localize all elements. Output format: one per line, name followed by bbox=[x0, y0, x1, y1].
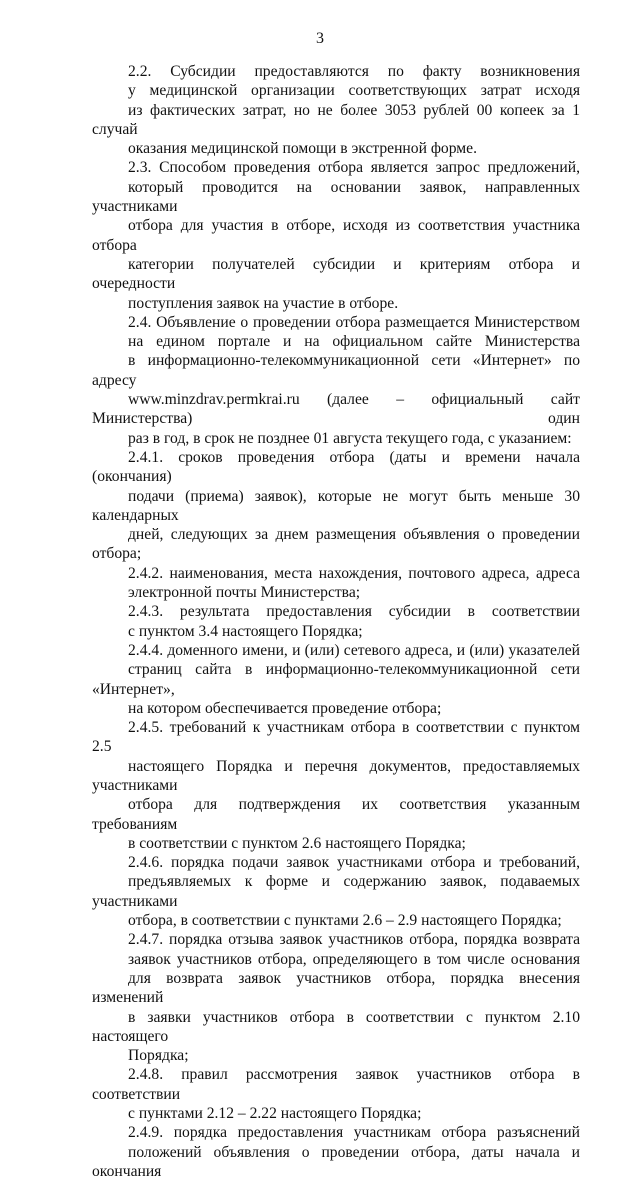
paragraph bbox=[92, 62, 580, 158]
text-line: страниц сайта в информационно-телекоммуникационной сети «Интернет», bbox=[92, 661, 580, 698]
text-line: 2.4.8. правил рассмотрения заявок участников отбора в соответствии bbox=[92, 1066, 580, 1103]
text-line: в соответствии с пунктом 2.6 настоящего Порядка; bbox=[128, 834, 466, 852]
text-line: 2.3. Способом проведения отбора является запрос предложений, bbox=[128, 159, 580, 177]
text-line: 2.4.3. результата предоставления субсидии в соответствии bbox=[128, 603, 580, 621]
text-line: предъявляемых к форме и содержанию заявок, подаваемых участниками bbox=[92, 873, 580, 910]
document-body bbox=[92, 62, 580, 1181]
text-line: 2.4.9. порядка предоставления участникам отбора разъяснений bbox=[128, 1124, 580, 1142]
text-line: подачи (приема) заявок), которые не могут быть меньше 30 календарных bbox=[92, 487, 580, 524]
text-line: на котором обеспечивается проведение отбора; bbox=[128, 699, 442, 717]
paragraph bbox=[92, 930, 580, 1065]
text-line: отбора для подтверждения их соответствия указанным требованиям bbox=[92, 796, 580, 833]
paragraph bbox=[92, 158, 580, 312]
text-line: 2.4.1. сроков проведения отбора (даты и времени начала (окончания) bbox=[92, 448, 580, 486]
text-line: у медицинской организации соответствующих затрат исходя bbox=[128, 82, 580, 100]
text-line: 2.4.2. наименования, места нахождения, почтового адреса, адреса bbox=[128, 564, 580, 582]
paragraph bbox=[92, 853, 580, 930]
text-line: положений объявления о проведении отбора, даты начала и окончания bbox=[92, 1143, 580, 1180]
paragraph bbox=[92, 564, 580, 603]
page-number: 3 bbox=[316, 30, 324, 47]
text-line: настоящего Порядка и перечня документов, предоставляемых участниками bbox=[92, 757, 580, 794]
text-line: для возврата заявок участников отбора, порядка внесения изменений bbox=[92, 969, 580, 1007]
paragraph bbox=[92, 313, 580, 448]
text-line: в заявки участников отбора в соответствии с пунктом 2.10 настоящего bbox=[92, 1008, 580, 1045]
text-line: из фактических затрат, но не более 3053 рублей 00 копеек за 1 случай bbox=[92, 101, 580, 138]
paragraph bbox=[92, 641, 580, 718]
text-line: www.minzdrav.permkrai.ru (далее – официальный сайт Министерства) один bbox=[92, 391, 580, 428]
text-line: 2.4.7. порядка отзыва заявок участников отбора, порядка возврата bbox=[128, 931, 580, 949]
text-line: отбора, в соответствии с пунктами 2.6 – 2.9 настоящего Порядка; bbox=[128, 912, 562, 930]
text-line: 2.4. Объявление о проведении отбора размещается Министерством bbox=[128, 313, 580, 331]
text-line: дней, следующих за днем размещения объявления о проведении отбора; bbox=[92, 526, 580, 563]
text-line: с пунктом 3.4 настоящего Порядка; bbox=[128, 622, 363, 640]
text-line: с пунктами 2.12 – 2.22 настоящего Порядка; bbox=[128, 1105, 422, 1123]
paragraph bbox=[92, 448, 580, 564]
paragraph bbox=[92, 1123, 580, 1181]
text-line: раз в год, в срок не позднее 01 августа текущего года, с указанием: bbox=[128, 429, 572, 447]
text-line: 2.4.6. порядка подачи заявок участниками отбора и требований, bbox=[128, 854, 580, 872]
text-line: на едином портале и на официальном сайте Министерства bbox=[128, 333, 580, 351]
paragraph bbox=[92, 602, 580, 641]
text-line: оказания медицинской помощи в экстренной форме. bbox=[128, 140, 477, 158]
paragraph bbox=[92, 1065, 580, 1123]
text-line: Порядка; bbox=[128, 1047, 189, 1065]
text-line: 2.4.4. доменного имени, и (или) сетевого адреса, и (или) указателей bbox=[128, 641, 580, 659]
text-line: 2.4.5. требований к участникам отбора в соответствии с пунктом 2.5 bbox=[92, 719, 580, 756]
text-line: электронной почты Министерства; bbox=[128, 584, 361, 602]
text-line: который проводится на основании заявок, направленных участниками bbox=[92, 178, 580, 216]
paragraph bbox=[92, 718, 580, 853]
text-line: поступления заявок на участие в отборе. bbox=[128, 294, 399, 312]
text-line: 2.2. Субсидии предоставляются по факту возникновения bbox=[128, 63, 580, 80]
text-line: заявок участников отбора, определяющего в том числе основания bbox=[128, 950, 580, 968]
text-line: категории получателей субсидии и критериям отбора и очередности bbox=[92, 255, 580, 293]
text-line: в информационно-телекоммуникационной сети «Интернет» по адресу bbox=[92, 352, 580, 389]
text-line: отбора для участия в отборе, исходя из соответствия участника отбора bbox=[92, 217, 580, 254]
